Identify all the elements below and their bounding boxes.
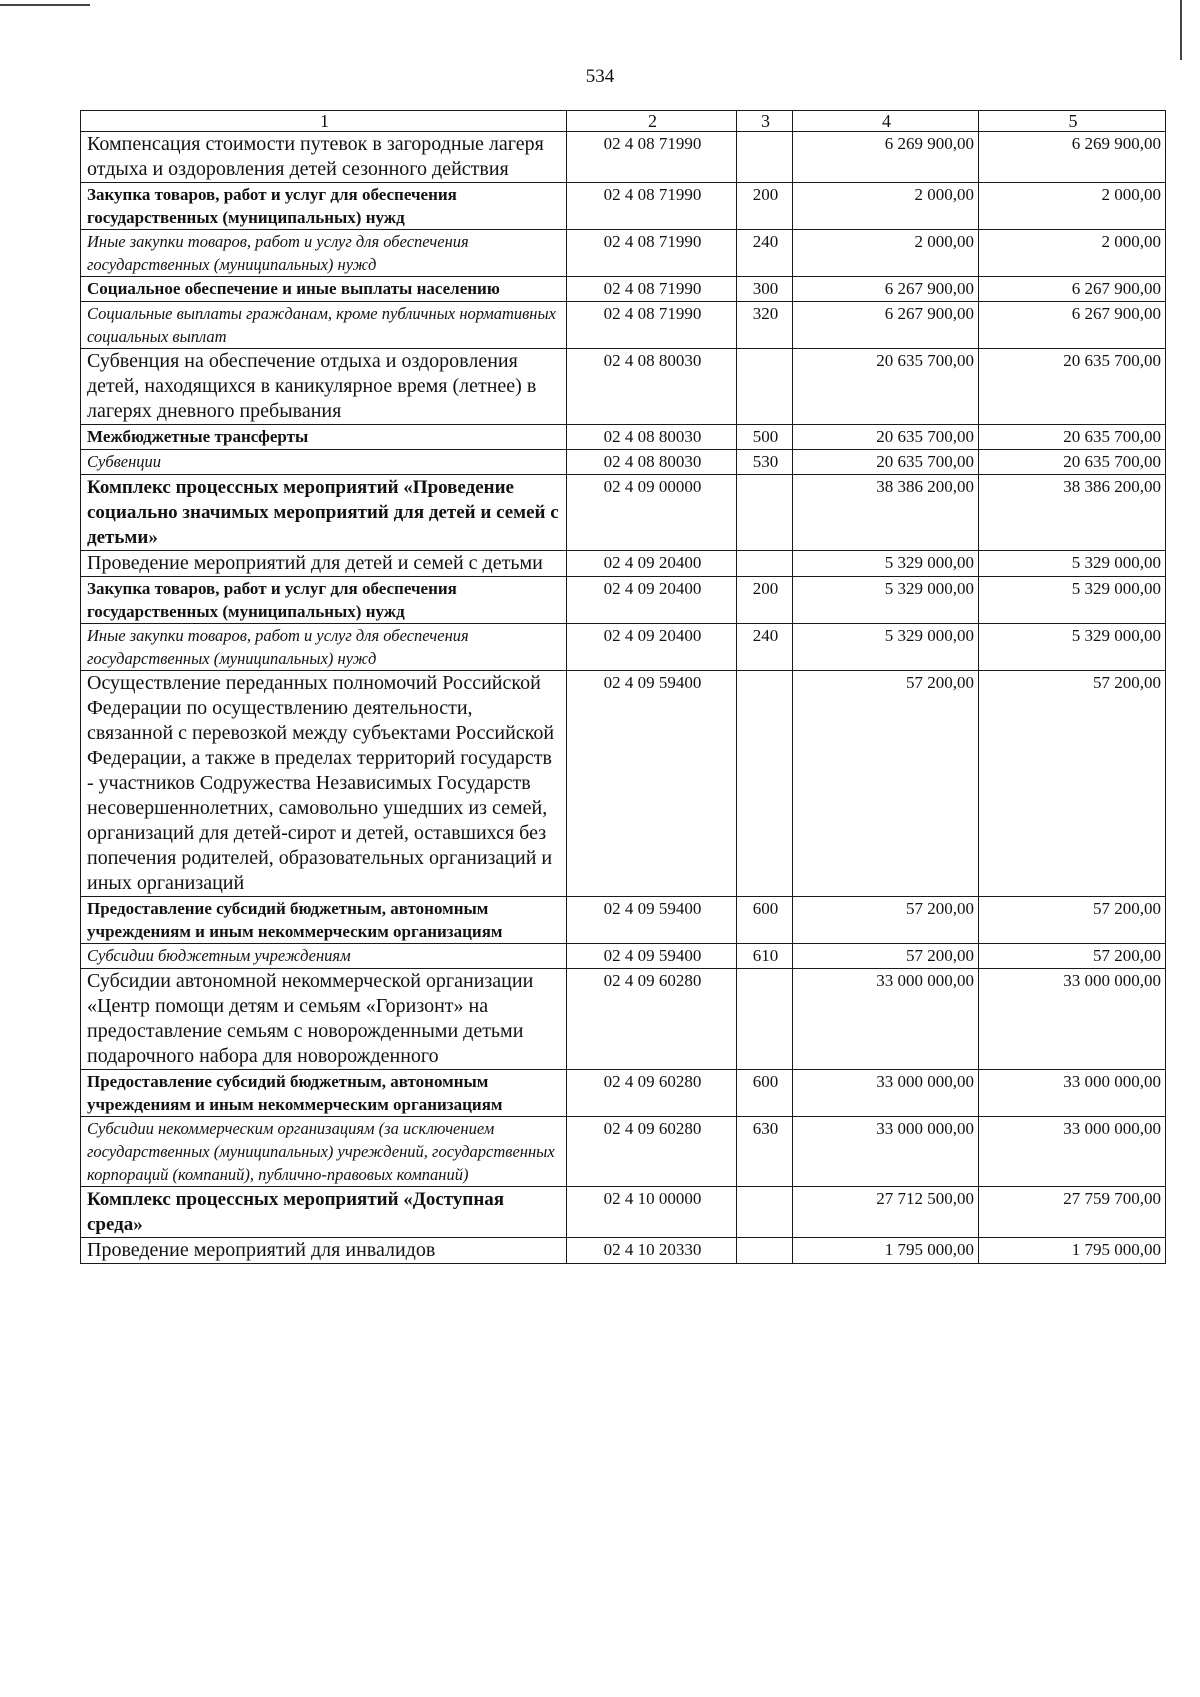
row-name-cell: Предоставление субсидий бюджетным, автономным учреждениям и иным некоммерческим организациям <box>81 897 567 944</box>
row-amount-2-cell: 2 000,00 <box>979 183 1166 230</box>
row-name-cell: Субсидии некоммерческим организациям (за исключением государственных (муниципальных) учреждений, государственных корпораций (компаний), публично-правовых компаний) <box>81 1117 567 1187</box>
row-expense-type-cell: 600 <box>737 1070 793 1117</box>
row-amount-1-cell: 20 635 700,00 <box>793 349 979 425</box>
row-amount-1-cell: 57 200,00 <box>793 671 979 897</box>
row-code-cell: 02 4 08 80030 <box>567 450 737 475</box>
row-code-cell: 02 4 09 20400 <box>567 624 737 671</box>
row-amount-2-cell: 27 759 700,00 <box>979 1187 1166 1238</box>
column-header-3: 3 <box>737 111 793 132</box>
row-amount-2-cell: 20 635 700,00 <box>979 425 1166 450</box>
row-expense-type-cell: 530 <box>737 450 793 475</box>
row-name-cell: Социальное обеспечение и иные выплаты населению <box>81 277 567 302</box>
row-amount-1-cell: 5 329 000,00 <box>793 551 979 577</box>
row-expense-type-cell <box>737 475 793 551</box>
row-code-cell: 02 4 09 20400 <box>567 551 737 577</box>
scan-edge-line-right <box>1180 0 1182 60</box>
row-amount-2-cell: 5 329 000,00 <box>979 551 1166 577</box>
table-row <box>81 1187 1166 1238</box>
header-row <box>81 111 1166 132</box>
row-amount-1-cell: 20 635 700,00 <box>793 425 979 450</box>
row-code-cell: 02 4 09 59400 <box>567 671 737 897</box>
row-amount-1-cell: 5 329 000,00 <box>793 577 979 624</box>
row-amount-1-cell: 5 329 000,00 <box>793 624 979 671</box>
row-code-cell: 02 4 09 20400 <box>567 577 737 624</box>
row-amount-2-cell: 20 635 700,00 <box>979 349 1166 425</box>
table-row <box>81 1117 1166 1187</box>
row-name-cell: Субвенция на обеспечение отдыха и оздоровления детей, находящихся в каникулярное время (летнее) в лагерях дневного пребывания <box>81 349 567 425</box>
row-expense-type-cell: 320 <box>737 302 793 349</box>
row-code-cell: 02 4 09 60280 <box>567 1117 737 1187</box>
row-code-cell: 02 4 09 59400 <box>567 897 737 944</box>
row-amount-2-cell: 1 795 000,00 <box>979 1238 1166 1264</box>
row-amount-1-cell: 2 000,00 <box>793 230 979 277</box>
row-amount-1-cell: 33 000 000,00 <box>793 969 979 1070</box>
row-name-cell: Проведение мероприятий для инвалидов <box>81 1238 567 1264</box>
row-name-cell: Иные закупки товаров, работ и услуг для обеспечения государственных (муниципальных) нужд <box>81 230 567 277</box>
column-header-2: 2 <box>567 111 737 132</box>
row-expense-type-cell <box>737 671 793 897</box>
row-expense-type-cell: 240 <box>737 230 793 277</box>
row-code-cell: 02 4 08 80030 <box>567 425 737 450</box>
row-expense-type-cell: 300 <box>737 277 793 302</box>
budget-table <box>80 110 1166 1264</box>
table-row <box>81 132 1166 183</box>
row-expense-type-cell <box>737 1187 793 1238</box>
row-name-cell: Комплекс процессных мероприятий «Доступная среда» <box>81 1187 567 1238</box>
row-amount-2-cell: 57 200,00 <box>979 671 1166 897</box>
row-code-cell: 02 4 09 60280 <box>567 969 737 1070</box>
row-name-cell: Осуществление переданных полномочий Российской Федерации по осуществлению деятельности, связанной с перевозкой между субъектами Российской Федерации, а также в пределах территорий государств - участников Содружества Независимых Государств несовершеннолетних, самовольно ушедших из семей, организаций для детей-сирот и детей, оставшихся без попечения родителей, образовательных организаций и иных организаций <box>81 671 567 897</box>
row-code-cell: 02 4 08 71990 <box>567 277 737 302</box>
row-amount-1-cell: 6 267 900,00 <box>793 302 979 349</box>
row-expense-type-cell: 240 <box>737 624 793 671</box>
row-amount-2-cell: 33 000 000,00 <box>979 1070 1166 1117</box>
row-name-cell: Проведение мероприятий для детей и семей с детьми <box>81 551 567 577</box>
row-code-cell: 02 4 08 71990 <box>567 230 737 277</box>
row-name-cell: Субсидии бюджетным учреждениям <box>81 944 567 969</box>
table-row <box>81 475 1166 551</box>
row-amount-1-cell: 27 712 500,00 <box>793 1187 979 1238</box>
table-row <box>81 671 1166 897</box>
column-header-4: 4 <box>793 111 979 132</box>
row-amount-2-cell: 5 329 000,00 <box>979 577 1166 624</box>
table-row <box>81 551 1166 577</box>
row-name-cell: Межбюджетные трансферты <box>81 425 567 450</box>
row-amount-1-cell: 57 200,00 <box>793 944 979 969</box>
table-row <box>81 302 1166 349</box>
table-row <box>81 624 1166 671</box>
row-expense-type-cell <box>737 1238 793 1264</box>
row-code-cell: 02 4 09 59400 <box>567 944 737 969</box>
scan-edge-line-top <box>0 4 90 6</box>
row-name-cell: Социальные выплаты гражданам, кроме публичных нормативных социальных выплат <box>81 302 567 349</box>
row-amount-2-cell: 20 635 700,00 <box>979 450 1166 475</box>
row-amount-1-cell: 38 386 200,00 <box>793 475 979 551</box>
row-amount-1-cell: 2 000,00 <box>793 183 979 230</box>
row-code-cell: 02 4 08 71990 <box>567 183 737 230</box>
table-row <box>81 425 1166 450</box>
row-amount-2-cell: 2 000,00 <box>979 230 1166 277</box>
row-amount-1-cell: 1 795 000,00 <box>793 1238 979 1264</box>
row-amount-2-cell: 33 000 000,00 <box>979 969 1166 1070</box>
row-amount-1-cell: 6 267 900,00 <box>793 277 979 302</box>
table-row <box>81 897 1166 944</box>
row-amount-1-cell: 6 269 900,00 <box>793 132 979 183</box>
row-code-cell: 02 4 09 60280 <box>567 1070 737 1117</box>
row-amount-2-cell: 57 200,00 <box>979 897 1166 944</box>
row-name-cell: Субсидии автономной некоммерческой организации «Центр помощи детям и семьям «Горизонт» на предоставление семьям с новорожденными детьми подарочного набора для новорожденного <box>81 969 567 1070</box>
row-name-cell: Комплекс процессных мероприятий «Проведение социально значимых мероприятий для детей и семей с детьми» <box>81 475 567 551</box>
row-code-cell: 02 4 08 71990 <box>567 302 737 349</box>
table-body <box>81 132 1166 1264</box>
table-row <box>81 1070 1166 1117</box>
row-expense-type-cell: 600 <box>737 897 793 944</box>
table-row <box>81 577 1166 624</box>
row-expense-type-cell: 200 <box>737 577 793 624</box>
row-name-cell: Закупка товаров, работ и услуг для обеспечения государственных (муниципальных) нужд <box>81 577 567 624</box>
row-name-cell: Компенсация стоимости путевок в загородные лагеря отдыха и оздоровления детей сезонного действия <box>81 132 567 183</box>
row-expense-type-cell <box>737 969 793 1070</box>
row-amount-2-cell: 6 267 900,00 <box>979 302 1166 349</box>
row-code-cell: 02 4 10 20330 <box>567 1238 737 1264</box>
row-amount-1-cell: 20 635 700,00 <box>793 450 979 475</box>
row-expense-type-cell <box>737 349 793 425</box>
row-code-cell: 02 4 08 71990 <box>567 132 737 183</box>
row-expense-type-cell: 630 <box>737 1117 793 1187</box>
row-amount-2-cell: 57 200,00 <box>979 944 1166 969</box>
row-code-cell: 02 4 09 00000 <box>567 475 737 551</box>
column-header-5: 5 <box>979 111 1166 132</box>
row-code-cell: 02 4 08 80030 <box>567 349 737 425</box>
row-amount-1-cell: 33 000 000,00 <box>793 1117 979 1187</box>
row-expense-type-cell <box>737 132 793 183</box>
table-row <box>81 1238 1166 1264</box>
table-row <box>81 969 1166 1070</box>
row-name-cell: Субвенции <box>81 450 567 475</box>
row-expense-type-cell: 200 <box>737 183 793 230</box>
row-amount-2-cell: 38 386 200,00 <box>979 475 1166 551</box>
row-amount-1-cell: 33 000 000,00 <box>793 1070 979 1117</box>
row-name-cell: Предоставление субсидий бюджетным, автономным учреждениям и иным некоммерческим организациям <box>81 1070 567 1117</box>
row-amount-2-cell: 5 329 000,00 <box>979 624 1166 671</box>
table-row <box>81 349 1166 425</box>
table-row <box>81 183 1166 230</box>
table-row <box>81 277 1166 302</box>
page-number: 534 <box>585 66 615 87</box>
table-row <box>81 944 1166 969</box>
table-row <box>81 230 1166 277</box>
row-expense-type-cell: 610 <box>737 944 793 969</box>
row-expense-type-cell: 500 <box>737 425 793 450</box>
row-amount-2-cell: 6 267 900,00 <box>979 277 1166 302</box>
row-code-cell: 02 4 10 00000 <box>567 1187 737 1238</box>
column-header-1: 1 <box>81 111 567 132</box>
table-row <box>81 450 1166 475</box>
row-amount-1-cell: 57 200,00 <box>793 897 979 944</box>
row-name-cell: Закупка товаров, работ и услуг для обеспечения государственных (муниципальных) нужд <box>81 183 567 230</box>
row-expense-type-cell <box>737 551 793 577</box>
row-amount-2-cell: 33 000 000,00 <box>979 1117 1166 1187</box>
row-name-cell: Иные закупки товаров, работ и услуг для обеспечения государственных (муниципальных) нужд <box>81 624 567 671</box>
row-amount-2-cell: 6 269 900,00 <box>979 132 1166 183</box>
